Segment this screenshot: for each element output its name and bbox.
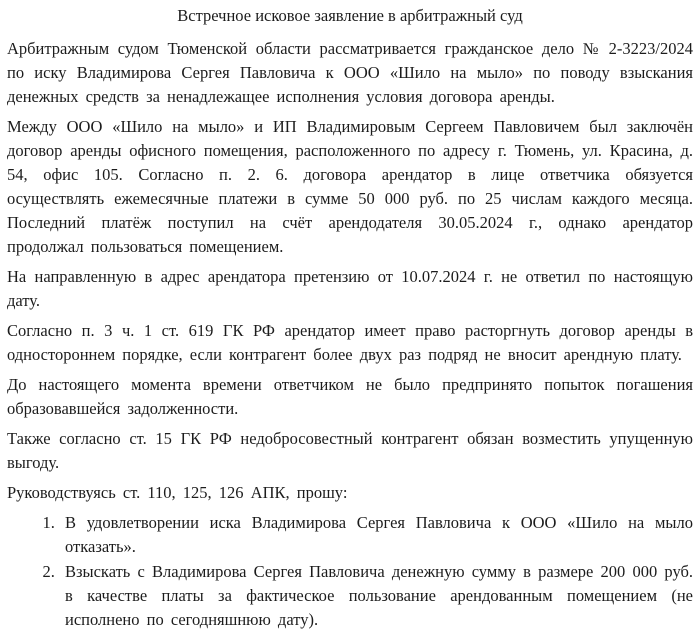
paragraph-petition-lead: Руководствуясь ст. 110, 125, 126 АПК, прошу: [7,483,348,502]
petition-item-dismiss-claim: 1. В удовлетворении иска Владимирова Сергея Павловича к ООО «Шило на мыло отказать». [62,511,693,559]
paragraph-case-intro: Арбитражным судом Тюменской области рассматривается гражданское дело № 2-3223/2024 по иску Владимирова Сергея Павловича к ООО «Шило на мыло» по поводу взыскания денежных средств за ненадлежащее исполнения условия договора аренды. [7,39,693,106]
paragraph-law-619: Согласно п. 3 ч. 1 ст. 619 ГК РФ арендатор имеет право расторгнуть договор аренды в одностороннем порядке, если контрагент более двух раз подряд не вносит арендную плату. [7,321,693,364]
paragraph-no-repayment: До настоящего момента времени ответчиком не было предпринято попыток погашения образовавшейся задолженности. [7,375,693,418]
paragraph-lease-details: Между ООО «Шило на мыло» и ИП Владимировым Сергеем Павловичем был заключён договор аренды офисного помещения, расположенного по адресу г. Тюмень, ул. Красина, д. 54, офис 105. Согласно п. 2. 6. договора арендатор в лице ответчика обязуется осуществлять ежемесячные платежи в сумме 50 000 руб. по 25 числам каждого месяца. Последний платёж поступил на счёт арендодателя 30.05.2024 г., однако арендатор продолжал пользоваться помещением. [7,117,693,256]
paragraph-law-15: Также согласно ст. 15 ГК РФ недобросовестный контрагент обязан возместить упущенную выгоду. [7,429,693,472]
petition-list [7,511,693,632]
document-title: Встречное исковое заявление в арбитражный суд [177,6,523,25]
paragraph-claim-letter: На направленную в адрес арендатора претензию от 10.07.2024 г. не ответил по настоящую дату. [7,267,693,310]
petition-item-recover-money: 2. Взыскать с Владимирова Сергея Павловича денежную сумму в размере 200 000 руб. в качестве платы за фактическое пользование арендованным помещением (не исполнено по сегодняшнюю дату). [62,560,693,632]
